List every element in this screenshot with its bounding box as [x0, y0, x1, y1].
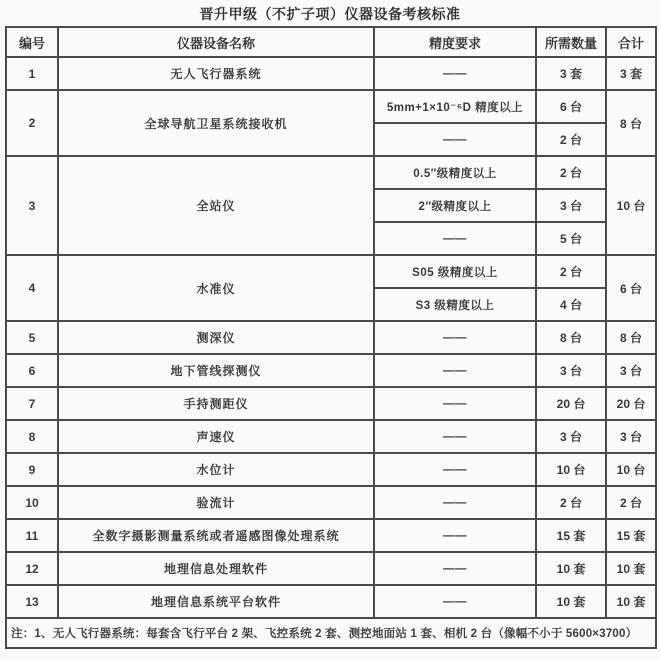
- total-cell: 10 台: [606, 156, 656, 255]
- total-cell: 3 台: [606, 420, 656, 453]
- quantity-cell: 3 台: [536, 420, 606, 453]
- equipment-name-cell: 全站仪: [58, 156, 374, 255]
- precision-cell: ——: [374, 57, 536, 90]
- quantity-cell: 6 台: [536, 90, 606, 123]
- footnote-text: 注：1、无人飞行器系统：每套含飞行平台 2 架、飞控系统 2 套、测控地面站 1 套、相机 2 台（像幅不小于 5600×3700）: [6, 618, 656, 648]
- equipment-name-cell: 声速仪: [58, 420, 374, 453]
- table-row: [6, 519, 656, 552]
- total-cell: 2 台: [606, 486, 656, 519]
- precision-cell: ——: [374, 519, 536, 552]
- header-name: 仪器设备名称: [58, 27, 374, 57]
- precision-cell: ——: [374, 552, 536, 585]
- precision-cell: ——: [374, 585, 536, 618]
- header-number: 编号: [6, 27, 58, 57]
- header-precision: 精度要求: [374, 27, 536, 57]
- quantity-cell: 15 套: [536, 519, 606, 552]
- table-row: [6, 90, 656, 123]
- row-number-cell: 2: [6, 90, 58, 156]
- equipment-name-cell: 全球导航卫星系统接收机: [58, 90, 374, 156]
- equipment-name-cell: 无人飞行器系统: [58, 57, 374, 90]
- quantity-cell: 4 台: [536, 288, 606, 321]
- quantity-cell: 10 套: [536, 552, 606, 585]
- header-quantity: 所需数量: [536, 27, 606, 57]
- precision-cell: ——: [374, 387, 536, 420]
- total-cell: 6 台: [606, 255, 656, 321]
- page-title: 晋升甲级（不扩子项）仪器设备考核标准: [199, 6, 461, 22]
- quantity-cell: 10 套: [536, 585, 606, 618]
- precision-cell: 2″级精度以上: [374, 189, 536, 222]
- equipment-name-cell: 手持测距仪: [58, 387, 374, 420]
- table-row: [6, 486, 656, 519]
- equipment-name-cell: 地理信息处理软件: [58, 552, 374, 585]
- total-cell: 8 台: [606, 321, 656, 354]
- precision-cell: ——: [374, 486, 536, 519]
- quantity-cell: 3 套: [536, 57, 606, 90]
- precision-cell: ——: [374, 420, 536, 453]
- row-number-cell: 6: [6, 354, 58, 387]
- row-number-cell: 12: [6, 552, 58, 585]
- total-cell: 3 套: [606, 57, 656, 90]
- quantity-cell: 3 台: [536, 189, 606, 222]
- quantity-cell: 8 台: [536, 321, 606, 354]
- precision-cell: ——: [374, 354, 536, 387]
- total-cell: 10 套: [606, 552, 656, 585]
- row-number-cell: 4: [6, 255, 58, 321]
- equipment-standards-table: [5, 26, 657, 649]
- equipment-name-cell: 地理信息系统平台软件: [58, 585, 374, 618]
- row-number-cell: 7: [6, 387, 58, 420]
- row-number-cell: 3: [6, 156, 58, 255]
- row-number-cell: 11: [6, 519, 58, 552]
- table-row: [6, 57, 656, 90]
- total-cell: 10 台: [606, 453, 656, 486]
- row-number-cell: 13: [6, 585, 58, 618]
- table-row: [6, 552, 656, 585]
- equipment-name-cell: 水位计: [58, 453, 374, 486]
- table-row: [6, 354, 656, 387]
- total-cell: 3 台: [606, 354, 656, 387]
- quantity-cell: 10 台: [536, 453, 606, 486]
- precision-cell: ——: [374, 453, 536, 486]
- equipment-name-cell: 地下管线探测仪: [58, 354, 374, 387]
- quantity-cell: 5 台: [536, 222, 606, 255]
- quantity-cell: 2 台: [536, 255, 606, 288]
- precision-cell: S05 级精度以上: [374, 255, 536, 288]
- quantity-cell: 20 台: [536, 387, 606, 420]
- table-row: [6, 156, 656, 189]
- total-cell: 10 套: [606, 585, 656, 618]
- precision-cell: 5mm+1×10⁻⁶D 精度以上: [374, 90, 536, 123]
- table-row: [6, 387, 656, 420]
- table-header: [6, 27, 656, 57]
- quantity-cell: 2 台: [536, 156, 606, 189]
- table-row: [6, 420, 656, 453]
- row-number-cell: 10: [6, 486, 58, 519]
- total-cell: 8 台: [606, 90, 656, 156]
- header-total: 合计: [606, 27, 656, 57]
- table-footer: [6, 618, 656, 648]
- table-row: [6, 585, 656, 618]
- total-cell: 15 套: [606, 519, 656, 552]
- row-number-cell: 9: [6, 453, 58, 486]
- row-number-cell: 1: [6, 57, 58, 90]
- total-cell: 20 台: [606, 387, 656, 420]
- precision-cell: S3 级精度以上: [374, 288, 536, 321]
- equipment-name-cell: 水准仪: [58, 255, 374, 321]
- precision-cell: ——: [374, 222, 536, 255]
- quantity-cell: 3 台: [536, 354, 606, 387]
- precision-cell: ——: [374, 123, 536, 156]
- row-number-cell: 5: [6, 321, 58, 354]
- precision-cell: 0.5″级精度以上: [374, 156, 536, 189]
- row-number-cell: 8: [6, 420, 58, 453]
- equipment-name-cell: 测深仪: [58, 321, 374, 354]
- quantity-cell: 2 台: [536, 123, 606, 156]
- table-row: [6, 255, 656, 288]
- table-row: [6, 321, 656, 354]
- header-row: [6, 27, 656, 57]
- quantity-cell: 2 台: [536, 486, 606, 519]
- equipment-name-cell: 验流计: [58, 486, 374, 519]
- table-body: [6, 57, 656, 618]
- footnote-row: [6, 618, 656, 648]
- equipment-name-cell: 全数字摄影测量系统或者遥感图像处理系统: [58, 519, 374, 552]
- precision-cell: ——: [374, 321, 536, 354]
- table-row: [6, 453, 656, 486]
